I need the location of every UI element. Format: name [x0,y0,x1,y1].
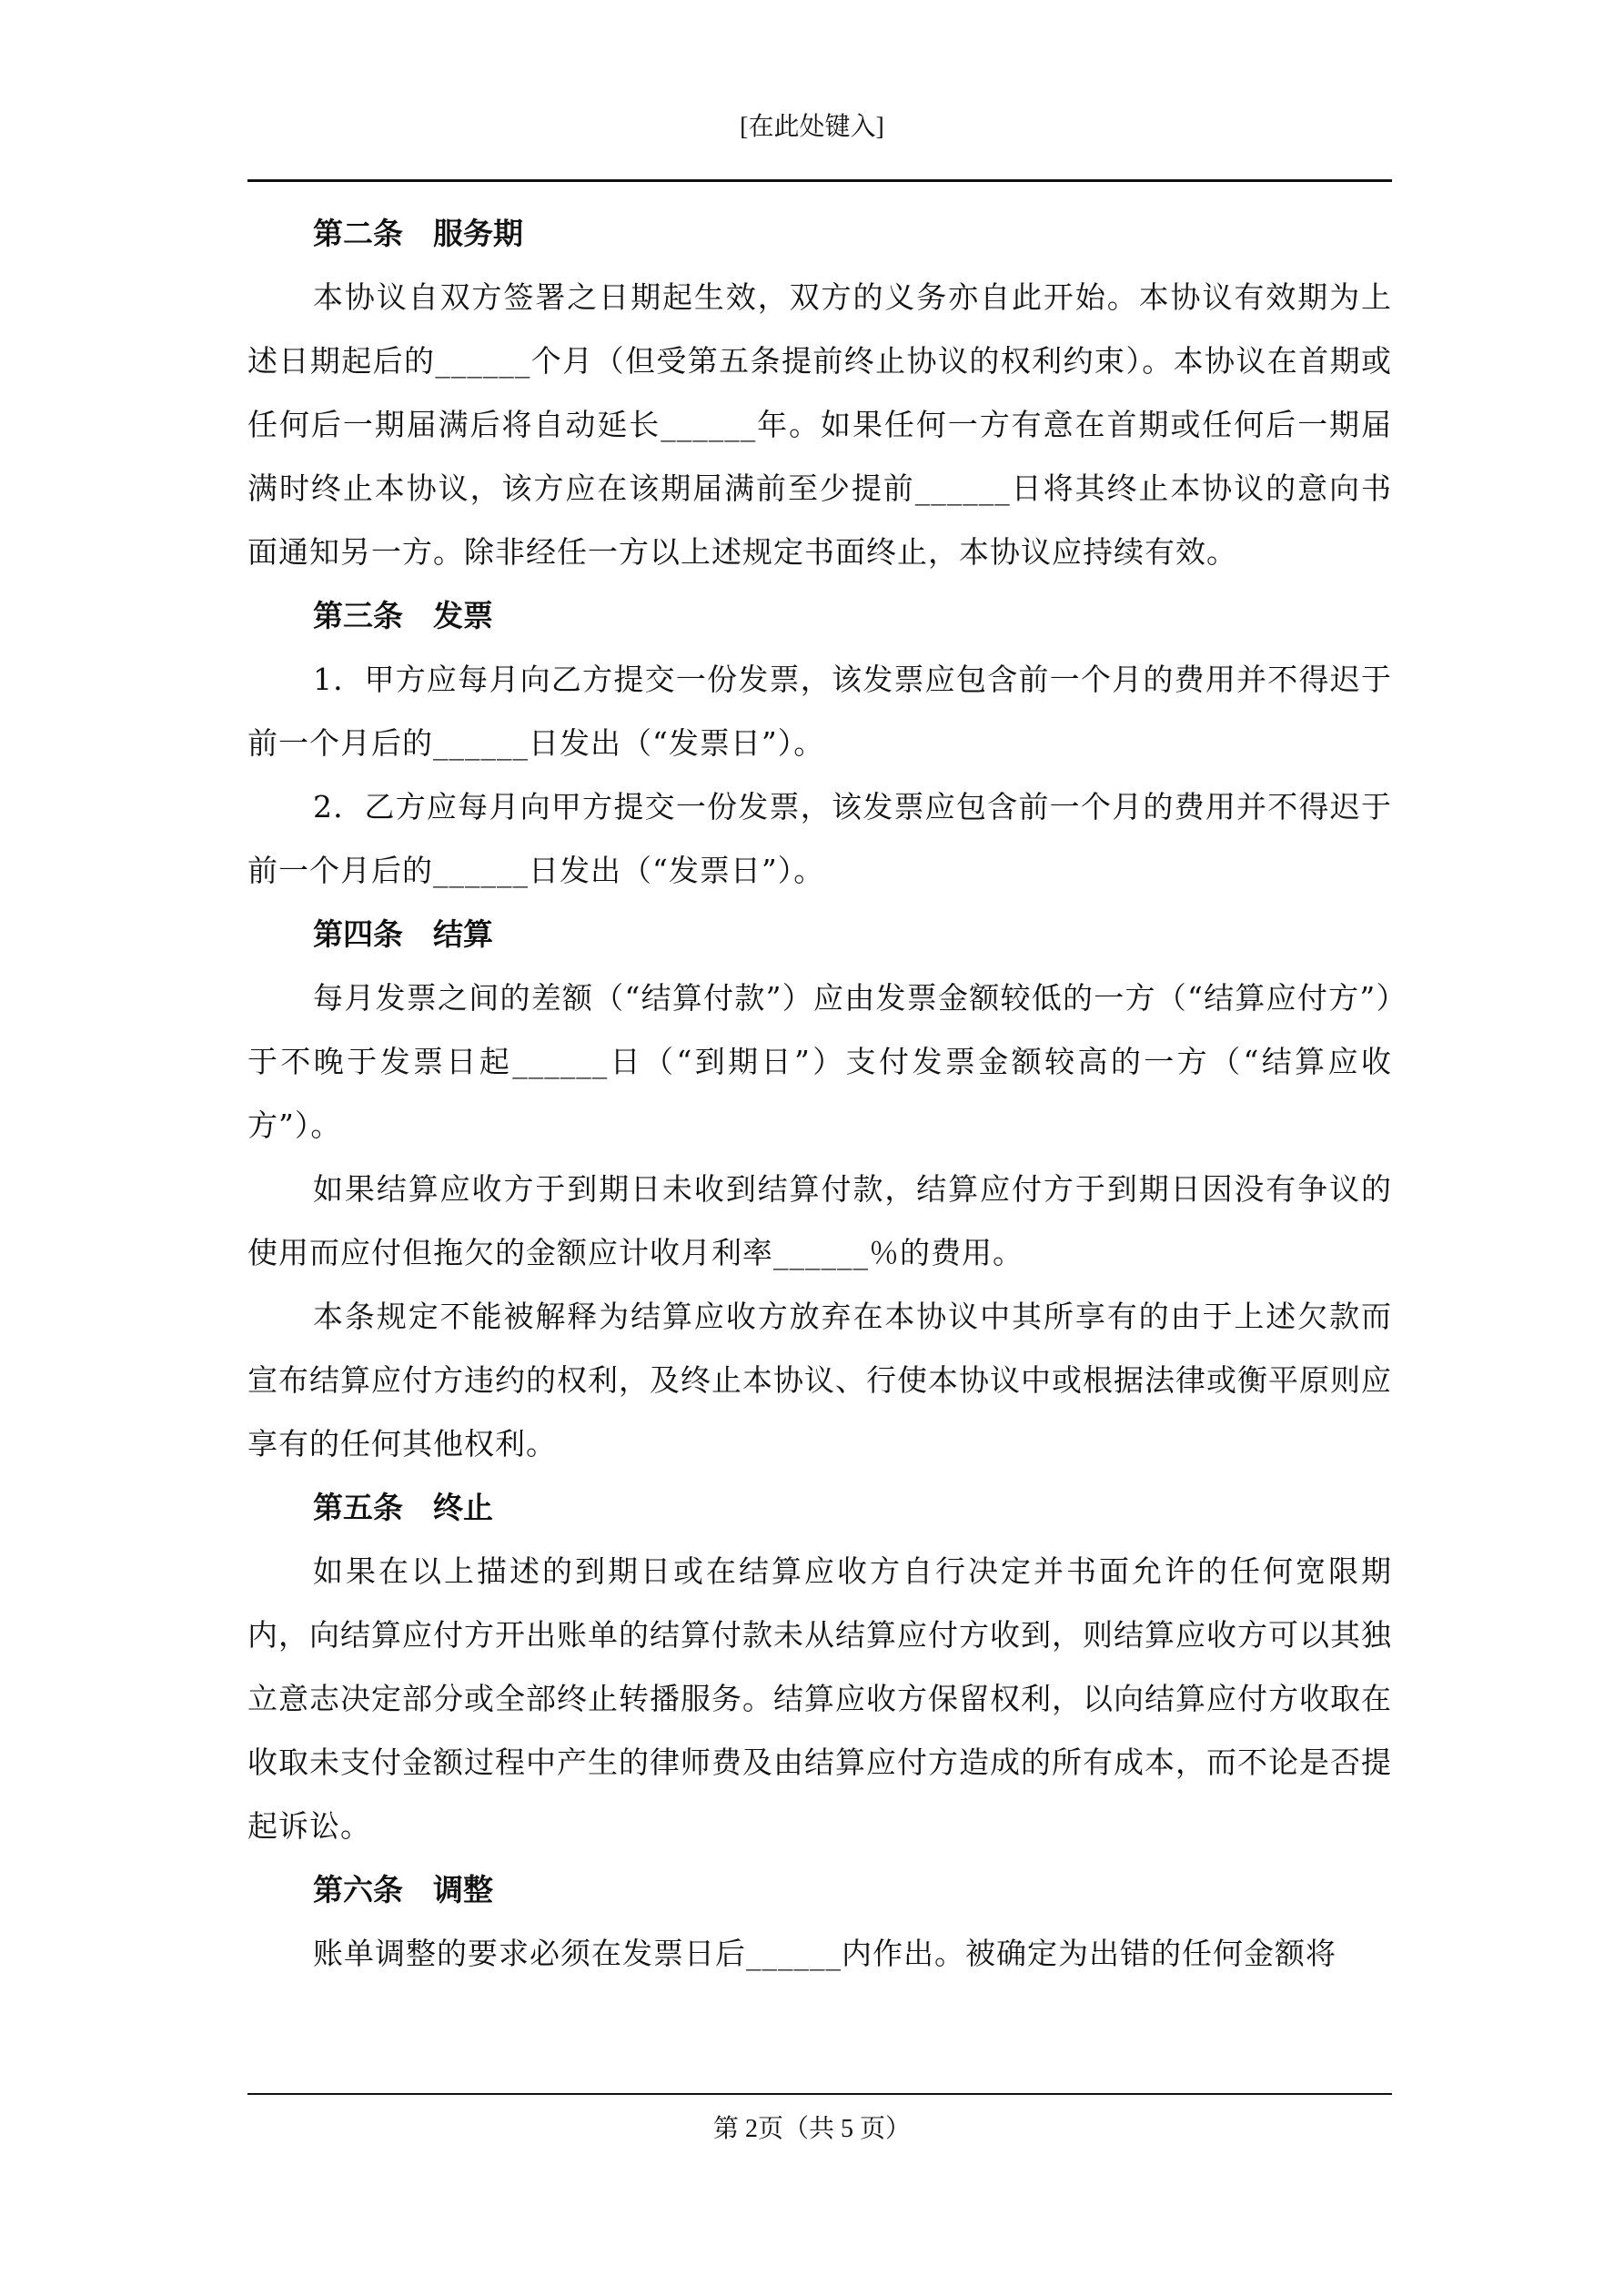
article-2 [247,202,1392,584]
article-title: 第五条 终止 [313,1490,493,1525]
article-3 [247,584,1392,903]
header-rule [247,179,1392,182]
paragraph: 每月发票之间的差额（“结算付款”）应由发票金额较低的一方（“结算应付方”）于不晚于发票日起______日（“到期日”）支付发票金额较高的一方（“结算应收方”）。 [247,980,1392,1143]
page-header: [在此处键入] [740,113,884,141]
footer-rule [247,2093,1392,2095]
article-title: 第六条 调整 [313,1872,493,1907]
article-title: 第二条 服务期 [313,216,523,251]
paragraph: 本协议自双方签署之日期起生效，双方的义务亦自此开始。本协议有效期为上述日期起后的______个月（但受第五条提前终止协议的权利约束）。本协议在首期或任何后一期届满后将自动延长______年。如果任何一方有意在首期或任何后一期届满时终止本协议，该方应在该期届满前至少提前______日将其终止本协议的意向书面通知另一方。除非经任一方以上述规定书面终止，本协议应持续有效。 [247,279,1392,570]
article-4 [247,903,1392,1476]
article-6 [247,1858,1392,1986]
article-title: 第三条 发票 [313,598,493,633]
paragraph: 本条规定不能被解释为结算应收方放弃在本协议中其所享有的由于上述欠款而宣布结算应付方违约的权利，及终止本协议、行使本协议中或根据法律或衡平原则应享有的任何其他权利。 [247,1299,1392,1462]
article-5 [247,1476,1392,1858]
page-number: 第 2页（共 5 页） [712,2115,911,2143]
paragraph: 1．甲方应每月向乙方提交一份发票，该发票应包含前一个月的费用并不得迟于前一个月后的______日发出（“发票日”）。 [247,662,1392,761]
paragraph: 如果结算应收方于到期日未收到结算付款，结算应付方于到期日因没有争议的使用而应付但拖欠的金额应计收月利率______％的费用。 [247,1171,1392,1270]
article-title: 第四条 结算 [313,916,493,952]
document-body [247,202,1392,1986]
paragraph: 账单调整的要求必须在发票日后______内作出。被确定为出错的任何金额将 [313,1936,1337,1971]
paragraph: 2．乙方应每月向甲方提交一份发票，该发票应包含前一个月的费用并不得迟于前一个月后的______日发出（“发票日”）。 [247,789,1392,888]
paragraph: 如果在以上描述的到期日或在结算应收方自行决定并书面允许的任何宽限期内，向结算应付方开出账单的结算付款未从结算应付方收到，则结算应收方可以其独立意志决定部分或全部终止转播服务。结算应收方保留权利，以向结算应付方收取在收取未支付金额过程中产生的律师费及由结算应付方造成的所有成本，而不论是否提起诉讼。 [247,1553,1392,1844]
